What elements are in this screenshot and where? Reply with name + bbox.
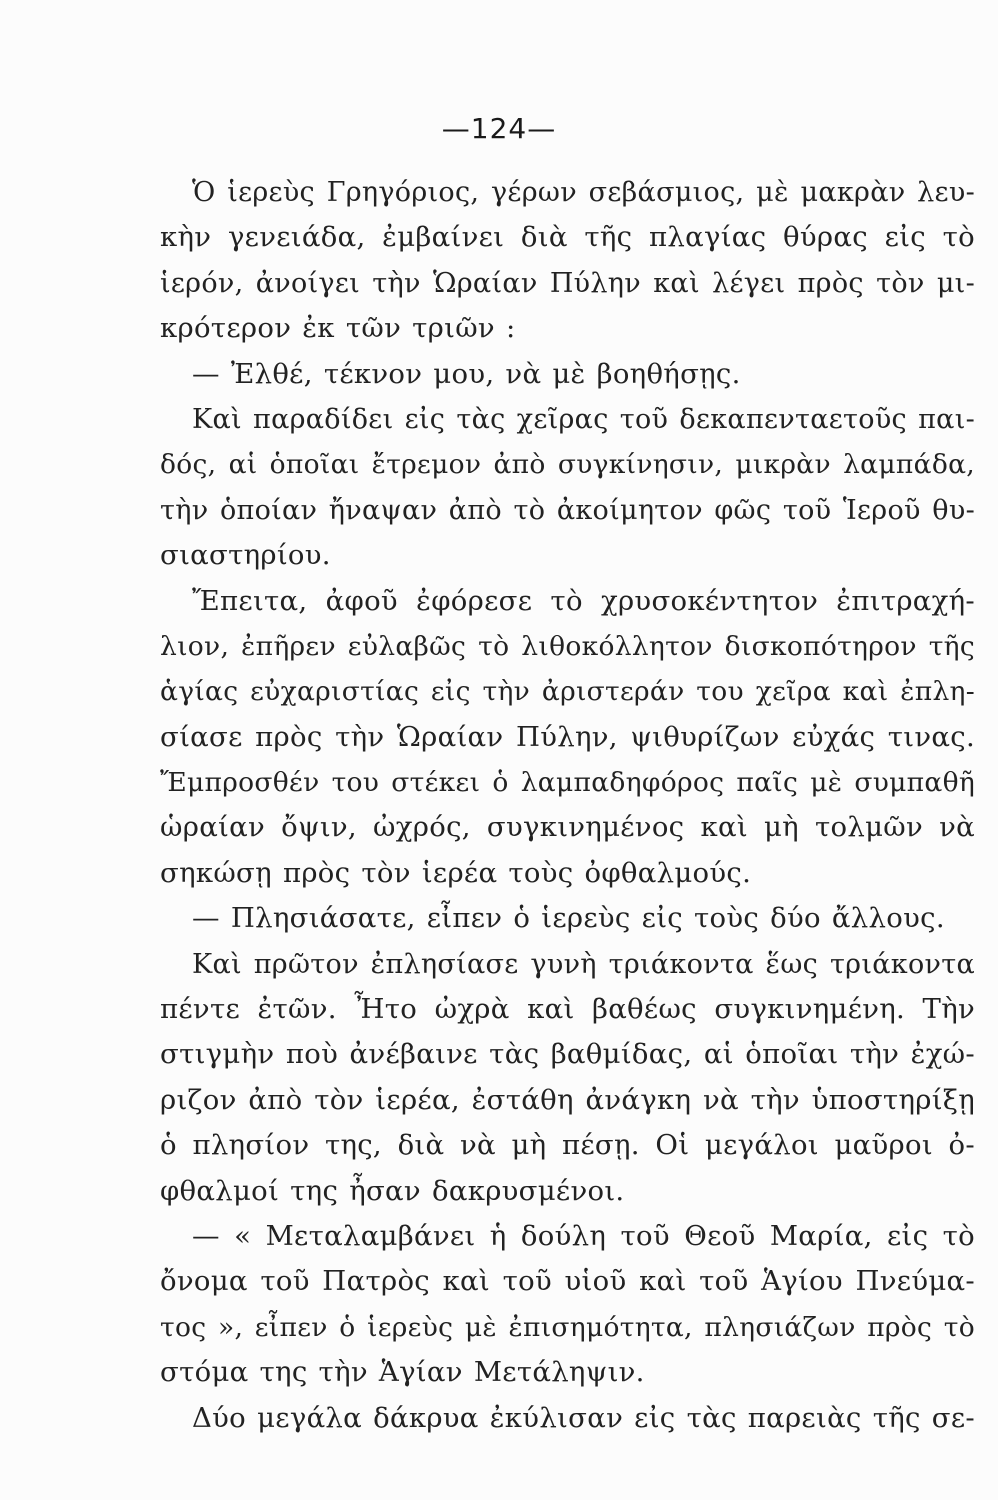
text-line: σιαστηρίου. [160,539,331,572]
text-line: Καὶ πρῶτον ἐπλησίασε γυνὴ τριάκοντα ἕως τριάκοντα [192,948,975,980]
text-line: φθαλμοί της ἦσαν δακρυσμένοι. [160,1174,625,1207]
text-line: σίασε πρὸς τὴν Ὡραίαν Πύλην, ψιθυρίζων εὐχάς τινας. [160,720,975,753]
text-line: ἁγίας εὐχαριστίας εἰς τὴν ἀριστεράν του χεῖρα καὶ ἐπλη- [160,676,975,708]
text-line: κρότερον ἐκ τῶν τριῶν : [160,312,516,345]
text-line: ριζον ἀπὸ τὸν ἱερέα, ἐστάθη ἀνάγκη νὰ τὴν ὑποστηρίξῃ [160,1083,975,1116]
text-line: τὴν ὁποίαν ἤναψαν ἀπὸ τὸ ἀκοίμητον φῶς τοῦ Ἱεροῦ θυ- [160,494,975,526]
text-line: Ἔμπροσθέν του στέκει ὁ λαμπαδηφόρος παῖς μὲ συμπαθῆ [160,767,975,799]
text-line: — Πλησιάσατε, εἶπεν ὁ ἱερεὺς εἰς τοὺς δύο ἄλλους. [192,902,945,935]
text-line: στιγμὴν ποὺ ἀνέβαινε τὰς βαθμίδας, αἱ ὁποῖαι τὴν ἐχώ- [160,1038,975,1071]
text-line: λιον, ἐπῆρεν εὐλαβῶς τὸ λιθοκόλλητον δισκοπότηρον τῆς [160,630,975,662]
text-line: τος », εἶπεν ὁ ἱερεὺς μὲ ἐπισημότητα, πλησιάζων πρὸς τὸ [160,1311,975,1343]
text-line: — « Μεταλαμβάνει ἡ δούλη τοῦ Θεοῦ Μαρία, εἰς τὸ [192,1219,975,1252]
text-line: ὄνομα τοῦ Πατρὸς καὶ τοῦ υἱοῦ καὶ τοῦ Ἁγίου Πνεύμα- [160,1265,975,1298]
text-line: δός, αἱ ὁποῖαι ἔτρεμον ἀπὸ συγκίνησιν, μικρὰν λαμπάδα, [160,449,975,481]
text-line: πέντε ἐτῶν. Ἦτο ὠχρὰ καὶ βαθέως συγκινημένη. Τὴν [160,993,975,1026]
text-line: ὁ πλησίον της, διὰ νὰ μὴ πέσῃ. Οἱ μεγάλοι μαῦροι ὀ- [160,1129,975,1162]
text-line: Ὁ ἱερεὺς Γρηγόριος, γέρων σεβάσμιος, μὲ μακρὰν λευ- [192,177,975,208]
text-line: ὡραίαν ὄψιν, ὠχρός, συγκινημένος καὶ μὴ τολμῶν νὰ [160,811,975,844]
body-text [160,170,975,1441]
text-line: στόμα της τὴν Ἁγίαν Μετάληψιν. [160,1356,645,1389]
text-line: — Ἐλθέ, τέκνον μου, νὰ μὲ βοηθήσῃς. [192,357,741,390]
text-line: Καὶ παραδίδει εἰς τὰς χεῖρας τοῦ δεκαπενταετοῦς παι- [192,403,975,435]
text-line: Ἔπειτα, ἀφοῦ ἐφόρεσε τὸ χρυσοκέντητον ἐπιτραχή- [192,584,975,617]
text-line: σηκώσῃ πρὸς τὸν ἱερέα τοὺς ὀφθαλμούς. [160,856,752,889]
page-number: —124— [441,112,557,145]
text-line: ἱερόν, ἀνοίγει τὴν Ὡραίαν Πύλην καὶ λέγει πρὸς τὸν μι- [160,267,975,299]
text-line: Δύο μεγάλα δάκρυα ἐκύλισαν εἰς τὰς παρειὰς τῆς σε- [192,1401,975,1434]
text-line: κὴν γενειάδα, ἐμβαίνει διὰ τῆς πλαγίας θύρας εἰς τὸ [160,221,975,254]
